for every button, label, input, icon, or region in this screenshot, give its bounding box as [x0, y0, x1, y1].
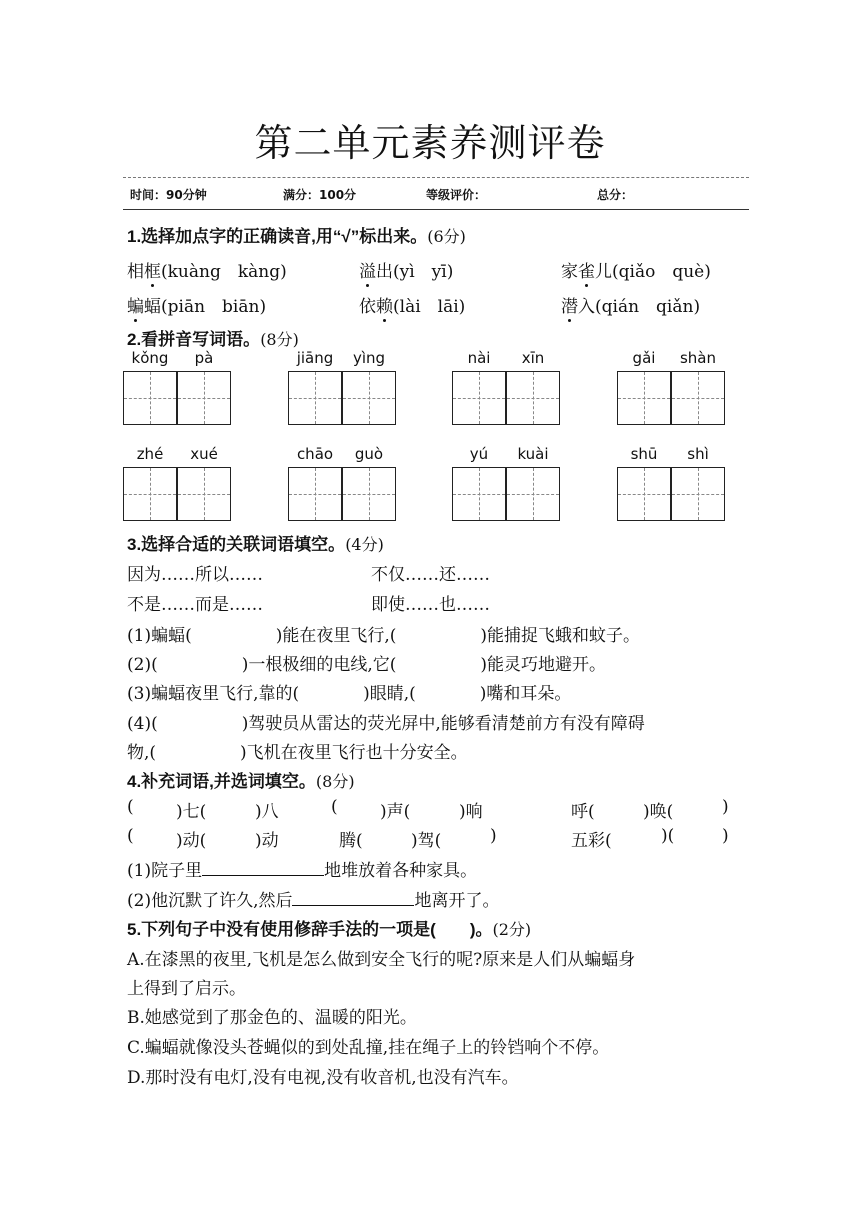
total-score-label: 总分：: [597, 188, 634, 202]
q1-item-text: 入: [578, 297, 595, 317]
idiom-fragment: ): [722, 826, 729, 846]
q1-item: [359, 257, 453, 282]
pinyin-label: zhé: [136, 445, 164, 463]
writing-cell[interactable]: [123, 467, 177, 521]
sentence-text: (1)院子里: [127, 861, 203, 881]
q1-item-text: 出: [376, 262, 393, 282]
q3-heading: [127, 530, 384, 555]
q1-text: 1.选择加点字的正确读音,用“√”标出来。: [127, 227, 428, 246]
q3-points: (4分): [345, 535, 384, 554]
sentence-text: )飞机在夜里飞行也十分安全。: [240, 743, 468, 763]
sentence-text: 地堆放着各种家具。: [324, 861, 478, 881]
q5-text: 5.下列句子中没有使用修辞手法的一项是( )。: [127, 920, 493, 939]
sentence-text: (2)(: [127, 655, 158, 675]
dotted-char: 框: [144, 257, 161, 282]
q1-options: (lài lāi): [393, 297, 466, 317]
q1-item-text: 依: [359, 297, 376, 317]
answer-blank[interactable]: [202, 859, 324, 876]
fill-sentence: [127, 886, 499, 911]
sentence-text: (4)(: [127, 714, 158, 734]
sentence-text: )一根极细的电线,它(: [241, 655, 397, 675]
idiom-fragment: )八: [255, 802, 279, 822]
pinyin-label: nài: [467, 349, 491, 367]
idiom-fragment: ): [490, 826, 497, 846]
q1-heading: [127, 222, 466, 247]
q1-item: [127, 292, 266, 317]
idiom-fragment: )动(: [176, 831, 207, 851]
answer-blank[interactable]: [292, 889, 414, 906]
writing-cell[interactable]: [288, 467, 342, 521]
q3-sentence: [127, 709, 645, 734]
q1-item: [127, 257, 287, 282]
sentence-text: (2)他沉默了许久,然后: [127, 891, 293, 911]
writing-cell[interactable]: [177, 371, 231, 425]
q5-points: (2分): [492, 920, 532, 939]
header-rule: [123, 209, 749, 210]
writing-cell[interactable]: [452, 371, 506, 425]
idiom-fragment: )(: [661, 826, 675, 846]
dotted-char: 蝙: [127, 292, 144, 317]
q2-points: (8分): [260, 330, 299, 349]
option-a-continued: 上得到了启示。: [127, 979, 246, 999]
q4-heading: [127, 767, 355, 792]
q1-options: (yì yī): [393, 262, 454, 282]
dotted-char: 赖: [376, 292, 393, 317]
idiom-fragment: )响: [459, 802, 483, 822]
q1-item: [561, 292, 700, 317]
grade-label: 等级评价：: [426, 188, 487, 202]
q1-points: (6分): [427, 227, 466, 246]
q1-item: [359, 292, 465, 317]
dashed-divider: [123, 177, 749, 178]
writing-cell[interactable]: [617, 371, 671, 425]
writing-cell[interactable]: [506, 371, 560, 425]
q3-sentence: [127, 621, 640, 646]
q4-text: 4.补充词语,并选词填空。: [127, 772, 316, 791]
idiom-fragment: )唤(: [643, 802, 674, 822]
sentence-text: 地离开了。: [414, 891, 500, 911]
idiom-fragment: )声(: [380, 802, 411, 822]
q2-heading: [127, 325, 299, 350]
q3-text: 3.选择合适的关联词语填空。: [127, 535, 346, 554]
pinyin-label: shàn: [679, 349, 717, 367]
idiom-fragment: )七(: [176, 802, 207, 822]
q3-sentence: [127, 650, 606, 675]
option-c[interactable]: C.蝙蝠就像没头苍蝇似的到处乱撞,挂在绳子上的铃铛响个不停。: [127, 1038, 610, 1058]
fill-sentence: [127, 856, 477, 881]
pinyin-label: shì: [687, 445, 709, 463]
q1-item-text: 蝠: [144, 297, 161, 317]
conjunction-option: 不是……而是……: [127, 595, 263, 615]
pinyin-label: kǒng: [131, 349, 169, 367]
pinyin-label: guò: [354, 445, 384, 463]
pinyin-label: yú: [469, 445, 489, 463]
conjunction-option: 不仅……还……: [371, 565, 490, 585]
writing-cell[interactable]: [617, 467, 671, 521]
q1-options: (qiǎo què): [612, 262, 711, 282]
pinyin-label: jiāng: [296, 349, 334, 367]
writing-cell[interactable]: [342, 371, 396, 425]
q4-points: (8分): [315, 772, 355, 791]
q5-heading: [127, 915, 531, 940]
idiom-fragment: 腾(: [339, 831, 363, 851]
pinyin-label: pà: [194, 349, 214, 367]
sentence-text: 物,(: [127, 743, 157, 763]
sentence-text: )能灵巧地避开。: [480, 655, 607, 675]
idiom-fragment: )动: [255, 831, 279, 851]
idiom-fragment: (: [127, 797, 134, 817]
time-label: 时间：90分钟: [130, 188, 207, 202]
sentence-text: )嘴和耳朵。: [479, 684, 572, 704]
q1-options: (kuàng kàng): [161, 262, 287, 282]
idiom-fragment: ): [722, 797, 729, 817]
writing-cell[interactable]: [671, 371, 725, 425]
q1-options: (piān biān): [161, 297, 267, 317]
dotted-char: 雀: [578, 257, 595, 282]
q1-item-text: 家: [561, 262, 578, 282]
sentence-text: )驾驶员从雷达的荧光屏中,能够看清楚前方有没有障碍: [241, 714, 645, 734]
dotted-char: 溢: [359, 257, 376, 282]
pinyin-label: xīn: [521, 349, 545, 367]
full-score-label: 满分：100分: [283, 188, 357, 202]
pinyin-label: shū: [630, 445, 658, 463]
pinyin-label: chāo: [296, 445, 334, 463]
q3-sentence: [127, 679, 571, 704]
idiom-fragment: 呼(: [571, 802, 595, 822]
option-b[interactable]: B.她感觉到了那金色的、温暖的阳光。: [127, 1008, 417, 1028]
pinyin-label: yìng: [352, 349, 386, 367]
sentence-text: )眼睛,(: [363, 684, 416, 704]
option-a[interactable]: A.在漆黑的夜里,飞机是怎么做到安全飞行的呢?原来是人们从蝙蝠身: [127, 950, 636, 970]
sentence-text: (1)蝙蝠(: [127, 626, 192, 646]
writing-cell[interactable]: [123, 371, 177, 425]
q2-text: 2.看拼音写词语。: [127, 330, 261, 349]
idiom-fragment: )驾(: [411, 831, 442, 851]
sentence-text: )能在夜里飞行,(: [275, 626, 397, 646]
conjunction-option: 因为……所以……: [127, 565, 263, 585]
q1-item-text: 相: [127, 262, 144, 282]
sentence-text: )能捕捉飞蛾和蚊子。: [480, 626, 641, 646]
q1-options: (qián qiǎn): [595, 297, 701, 317]
pinyin-label: gǎi: [632, 349, 656, 367]
sentence-text: (3)蝙蝠夜里飞行,靠的(: [127, 684, 300, 704]
q1-item: [561, 257, 711, 282]
dotted-char: 潜: [561, 292, 578, 317]
writing-cell[interactable]: [342, 467, 396, 521]
idiom-fragment: (: [127, 826, 134, 846]
conjunction-option: 即使……也……: [371, 595, 490, 615]
page-title: 第二单元素养测评卷: [254, 121, 606, 165]
idiom-fragment: (: [331, 797, 338, 817]
pinyin-label: xué: [190, 445, 218, 463]
idiom-fragment: 五彩(: [571, 831, 612, 851]
writing-cell[interactable]: [177, 467, 231, 521]
writing-cell[interactable]: [452, 467, 506, 521]
writing-cell[interactable]: [288, 371, 342, 425]
option-d[interactable]: D.那时没有电灯,没有电视,没有收音机,也没有汽车。: [127, 1068, 519, 1088]
writing-cell[interactable]: [506, 467, 560, 521]
q3-sentence: [127, 738, 468, 763]
q1-item-text: 儿: [595, 262, 612, 282]
writing-cell[interactable]: [671, 467, 725, 521]
pinyin-label: kuài: [517, 445, 549, 463]
